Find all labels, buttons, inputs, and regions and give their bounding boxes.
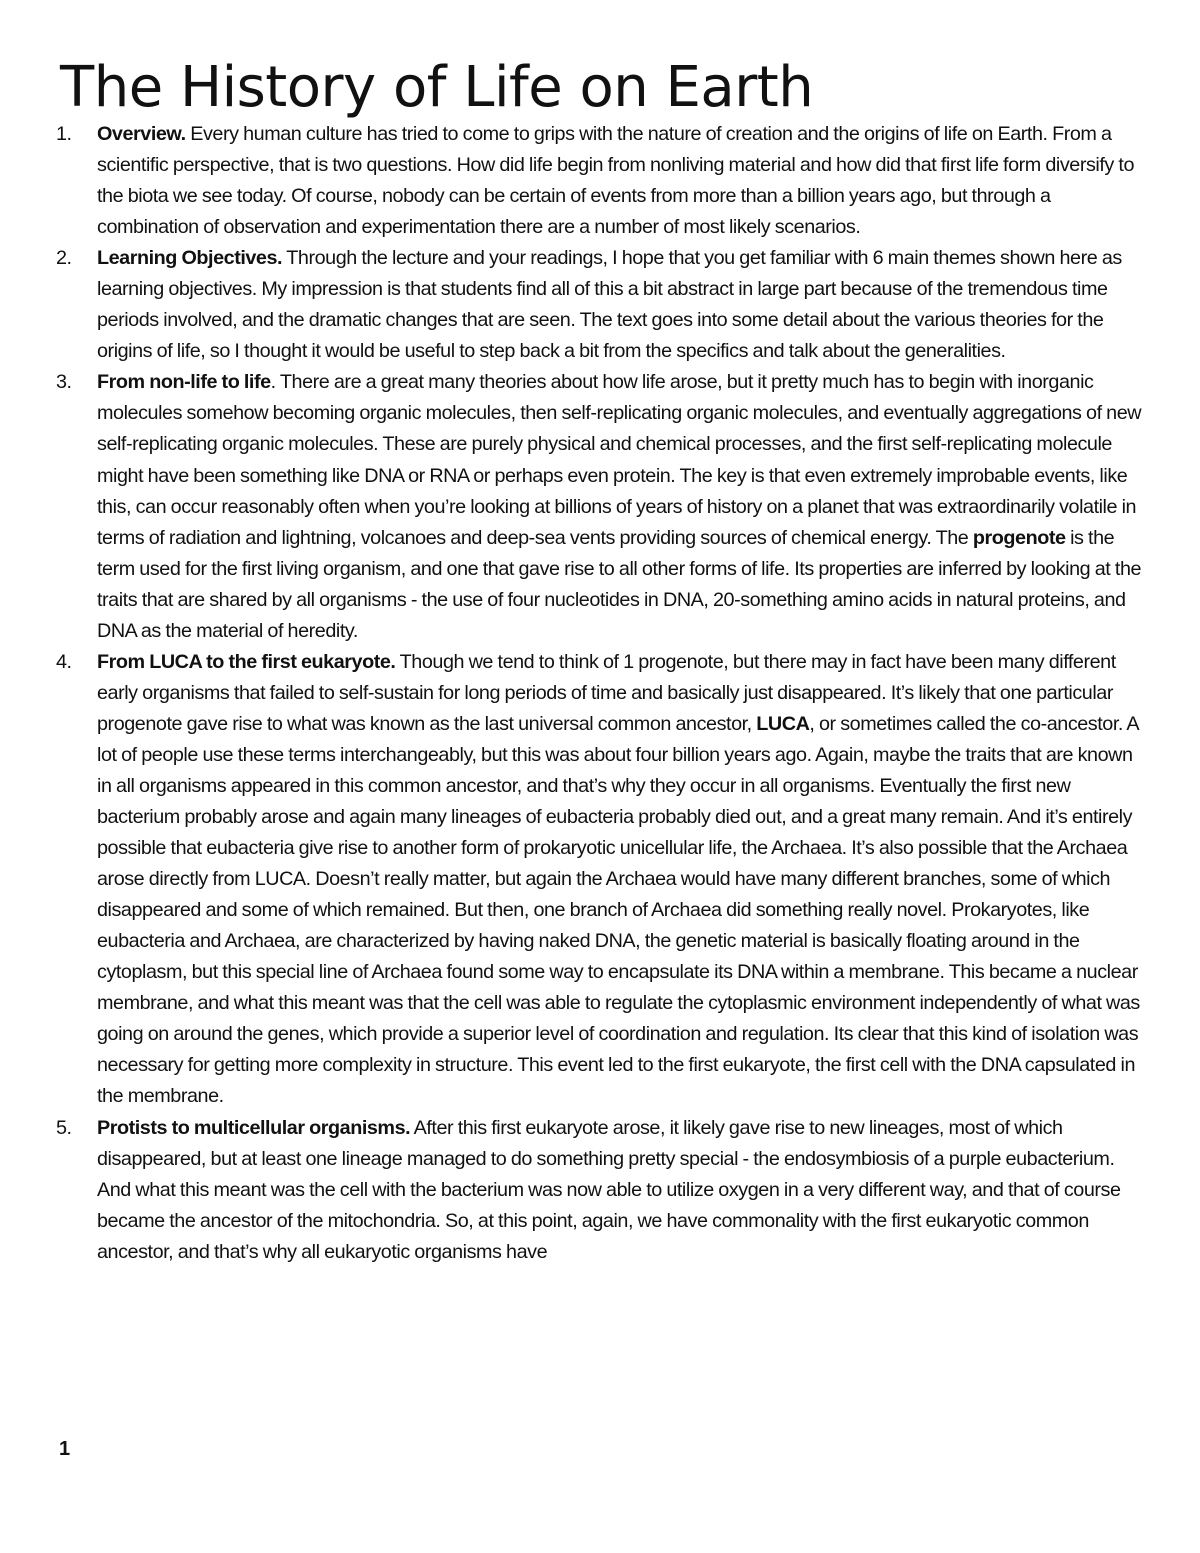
numbered-list [56, 119, 1150, 1268]
item-number: 5. [56, 1116, 72, 1139]
item-text: Through the lecture and your readings, I hope that you get familiar with 6 main themes shown here as learning objectives. My impression is that students find all of this a bit abstract in large part because of the tremendous time periods involved, and the dramatic changes that are seen. The text goes into some detail about the various theories for the origins of life, so I thought it would be useful to step back a bit from the specifics and talk about the generalities. [97, 247, 1122, 363]
document-title: The History of Life on Earth [60, 55, 814, 120]
list-item-learning-objectives [56, 243, 1150, 367]
list-item-luca-to-eukaryote [56, 647, 1150, 1113]
term-luca: LUCA [756, 712, 810, 735]
item-number: 1. [56, 123, 72, 145]
item-text: . There are a great many theories about how life arose, but it pretty much has to begin with inorganic molecules somehow becoming organic molecules, then self-replicating organic molecules, and eventually aggregations of new self-replicating organic molecules. These are purely physical and chemical processes, and the first self-replicating molecule might have been something like DNA or RNA or perhaps even protein. The key is that even extremely improbable events, like this, can occur reasonably often when you’re looking at billions of years of history on a planet that was extraordinarily volatile in terms of radiation and lightning, volcanoes and deep-sea vents providing sources of chemical energy. The [97, 371, 1142, 549]
item-text: Though we tend to think of 1 progenote, but there may in fact have been many different early organisms that failed to self-sustain for long periods of time and basically just disappeared. It’s likely that one particular progenote gave rise to what was known as the last universal common ancestor, [97, 650, 1116, 735]
item-heading: From non-life to life [97, 371, 271, 394]
page-number: 1 [59, 1438, 71, 1460]
item-heading: Protists to multicellular organisms. [97, 1116, 411, 1139]
term-progenote: progenote [972, 526, 1066, 549]
item-number: 4. [56, 650, 72, 673]
item-heading: Overview. [97, 123, 186, 145]
list-item-overview [56, 119, 1150, 243]
item-number: 2. [56, 247, 72, 270]
item-text: After this first eukaryote arose, it likely gave rise to new lineages, most of which disappeared, but at least one lineage managed to do something pretty special - the endosymbiosis of a purple eubacterium. And what this meant was the cell with the bacterium was now able to utilize oxygen in a very different way, and that of course became the ancestor of the mitochondria. So, at this point, again, we have commonality with the first eukaryotic common ancestor, and that’s why all eukaryotic organisms have [97, 1116, 1121, 1263]
list-item-non-life-to-life [56, 367, 1150, 646]
item-text: Every human culture has tried to come to grips with the nature of creation and the origins of life on Earth. From a scientific perspective, that is two questions. How did life begin from nonliving material and how did that first life form diversify to the biota we see today. Of course, nobody can be certain of events from more than a billion years ago, but through a combination of observation and experimentation there are a number of most likely scenarios. [97, 123, 1135, 239]
item-text-continued: , or sometimes called the co-ancestor. A lot of people use these terms interchangeably, but this was about four billion years ago. Again, maybe the traits that are known in all organisms appeared in this common ancestor, and that’s why they occur in all organisms. Eventually the first new bacterium probably arose and again many lineages of eubacteria probably died out, and a great many remain. And it’s entirely possible that eubacteria give rise to another form of prokaryotic unicellular life, the Archaea. It’s also possible that the Archaea arose directly from LUCA. Doesn’t really matter, but again the Archaea would have many different branches, some of which disappeared and some of which remained. But then, one branch of Archaea did something really novel. Prokaryotes, like eubacteria and Archaea, are characterized by having naked DNA, the genetic material is basically floating around in the cytoplasm, but this special line of Archaea found some way to encapsulate its DNA within a membrane. This became a nuclear membrane, and what this meant was that the cell was able to regulate the cytoplasmic environment independently of what was going on around the genes, which provide a superior level of coordination and regulation. Its clear that this kind of isolation was necessary for getting more complexity in structure. This event led to the first eukaryote, the first cell with the DNA capsulated in the membrane. [97, 712, 1140, 1108]
item-heading: Learning Objectives. [97, 247, 283, 270]
list-item-protists [56, 1113, 1150, 1268]
item-number: 3. [56, 371, 72, 394]
item-text-continued: is the term used for the first living organism, and one that gave rise to all other forms of life. Its properties are inferred by looking at the traits that are shared by all organisms - the use of four nucleotides in DNA, 20-something amino acids in natural proteins, and DNA as the material of heredity. [97, 526, 1142, 642]
item-heading: From LUCA to the first eukaryote. [97, 650, 396, 673]
